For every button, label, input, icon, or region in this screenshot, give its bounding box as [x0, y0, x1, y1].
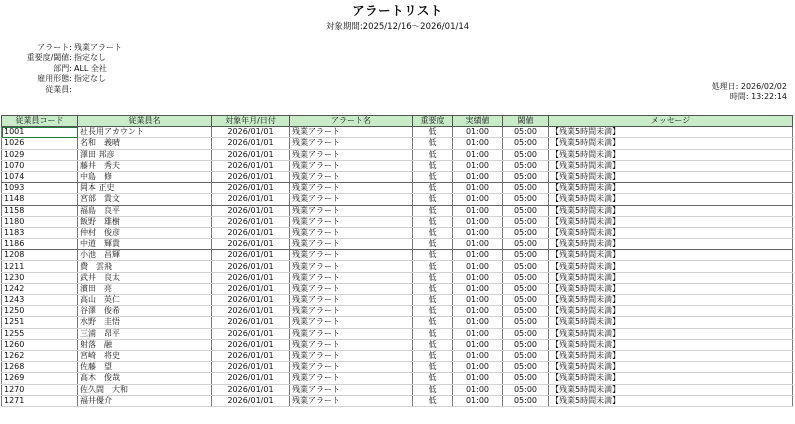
employee-code-cell[interactable]: 1251 [2, 317, 78, 328]
importance-cell[interactable]: 低 [413, 171, 453, 182]
alert-name-cell[interactable]: 残業アラート [290, 362, 413, 373]
employee-name-cell[interactable]: 小池 昌輝 [78, 250, 212, 261]
table-row[interactable] [2, 171, 793, 182]
actual-value-cell[interactable]: 01:00 [453, 239, 503, 250]
importance-cell[interactable]: 低 [413, 306, 453, 317]
employee-name-cell[interactable]: 福島 良平 [78, 205, 212, 216]
target-date-cell[interactable]: 2026/01/01 [212, 250, 290, 261]
filter-row-department [0, 64, 122, 74]
target-date-cell[interactable]: 2026/01/01 [212, 395, 290, 406]
employee-name-cell[interactable]: 三浦 昂平 [78, 328, 212, 339]
importance-cell[interactable]: 低 [413, 384, 453, 395]
employee-name-cell[interactable]: 射落 融 [78, 339, 212, 350]
employee-name-cell[interactable]: 佐藤 望 [78, 362, 212, 373]
importance-cell[interactable]: 低 [413, 261, 453, 272]
target-date-cell[interactable]: 2026/01/01 [212, 171, 290, 182]
alert-name-cell[interactable]: 残業アラート [290, 239, 413, 250]
target-date-cell[interactable]: 2026/01/01 [212, 227, 290, 238]
message-cell[interactable]: 【残業5時間未満】 [549, 183, 793, 194]
threshold-cell[interactable]: 05:00 [503, 138, 549, 149]
table-row[interactable] [2, 239, 793, 250]
column-header-threshold[interactable]: 閾値 [503, 116, 549, 127]
importance-cell[interactable]: 低 [413, 339, 453, 350]
employee-name-cell[interactable]: 社長用アカウント [78, 127, 212, 138]
importance-cell[interactable]: 低 [413, 395, 453, 406]
threshold-cell[interactable]: 05:00 [503, 149, 549, 160]
alert-name-cell[interactable]: 残業アラート [290, 283, 413, 294]
filter-row-employee [0, 85, 122, 95]
alert-name-cell[interactable]: 残業アラート [290, 384, 413, 395]
message-cell[interactable]: 【残業5時間未満】 [549, 395, 793, 406]
actual-value-cell[interactable]: 01:00 [453, 160, 503, 171]
actual-value-cell[interactable]: 01:00 [453, 138, 503, 149]
employee-name-cell[interactable]: 中道 輝貴 [78, 239, 212, 250]
target-date-cell[interactable]: 2026/01/01 [212, 317, 290, 328]
threshold-cell[interactable]: 05:00 [503, 339, 549, 350]
employee-name-cell[interactable]: 岡本 正史 [78, 183, 212, 194]
alert-name-cell[interactable]: 残業アラート [290, 373, 413, 384]
actual-value-cell[interactable]: 01:00 [453, 350, 503, 361]
employee-code-cell[interactable]: 1026 [2, 138, 78, 149]
message-cell[interactable]: 【残業5時間未満】 [549, 239, 793, 250]
employee-name-cell[interactable]: 谷澤 俊希 [78, 306, 212, 317]
actual-value-cell[interactable]: 01:00 [453, 216, 503, 227]
employee-code-cell[interactable]: 1242 [2, 283, 78, 294]
employee-code-cell[interactable]: 1208 [2, 250, 78, 261]
table-row[interactable] [2, 339, 793, 350]
importance-cell[interactable]: 低 [413, 328, 453, 339]
threshold-cell[interactable]: 05:00 [503, 317, 549, 328]
target-date-cell[interactable]: 2026/01/01 [212, 149, 290, 160]
actual-value-cell[interactable]: 01:00 [453, 183, 503, 194]
target-date-cell[interactable]: 2026/01/01 [212, 138, 290, 149]
employee-code-cell[interactable]: 1230 [2, 272, 78, 283]
filter-value: 指定なし [74, 74, 106, 84]
actual-value-cell[interactable]: 01:00 [453, 339, 503, 350]
alert-name-cell[interactable]: 残業アラート [290, 160, 413, 171]
employee-code-cell[interactable]: 1074 [2, 171, 78, 182]
filter-summary [0, 43, 122, 95]
actual-value-cell[interactable]: 01:00 [453, 194, 503, 205]
message-cell[interactable]: 【残業5時間未満】 [549, 306, 793, 317]
employee-code-cell[interactable]: 1158 [2, 205, 78, 216]
alert-name-cell[interactable]: 残業アラート [290, 194, 413, 205]
threshold-cell[interactable]: 05:00 [503, 295, 549, 306]
importance-cell[interactable]: 低 [413, 149, 453, 160]
employee-code-cell[interactable]: 1262 [2, 350, 78, 361]
actual-value-cell[interactable]: 01:00 [453, 295, 503, 306]
column-header-employee-name[interactable]: 従業員名 [78, 116, 212, 127]
target-date-cell[interactable]: 2026/01/01 [212, 160, 290, 171]
employee-code-cell[interactable]: 1268 [2, 362, 78, 373]
importance-cell[interactable]: 低 [413, 373, 453, 384]
alert-table [1, 115, 793, 407]
actual-value-cell[interactable]: 01:00 [453, 272, 503, 283]
processing-time: 時間: 13:22:14 [729, 92, 787, 102]
alert-name-cell[interactable]: 残業アラート [290, 350, 413, 361]
column-header-actual-value[interactable]: 実績値 [453, 116, 503, 127]
importance-cell[interactable]: 低 [413, 205, 453, 216]
table-row[interactable] [2, 317, 793, 328]
employee-name-cell[interactable]: 費 雲飛 [78, 261, 212, 272]
table-row[interactable] [2, 149, 793, 160]
processing-info [712, 82, 787, 103]
message-cell[interactable]: 【残業5時間未満】 [549, 362, 793, 373]
message-cell[interactable]: 【残業5時間未満】 [549, 160, 793, 171]
importance-cell[interactable]: 低 [413, 194, 453, 205]
employee-name-cell[interactable]: 宮部 貴文 [78, 194, 212, 205]
alert-name-cell[interactable]: 残業アラート [290, 149, 413, 160]
employee-name-cell[interactable]: 水野 圭悟 [78, 317, 212, 328]
importance-cell[interactable]: 低 [413, 250, 453, 261]
filter-value: 指定なし [74, 53, 106, 63]
importance-cell[interactable]: 低 [413, 317, 453, 328]
target-date-cell[interactable]: 2026/01/01 [212, 183, 290, 194]
table-row[interactable] [2, 283, 793, 294]
table-row[interactable] [2, 373, 793, 384]
alert-name-cell[interactable]: 残業アラート [290, 306, 413, 317]
alert-name-cell[interactable]: 残業アラート [290, 216, 413, 227]
target-date-cell[interactable]: 2026/01/01 [212, 306, 290, 317]
message-cell[interactable]: 【残業5時間未満】 [549, 384, 793, 395]
actual-value-cell[interactable]: 01:00 [453, 171, 503, 182]
actual-value-cell[interactable]: 01:00 [453, 362, 503, 373]
employee-name-cell[interactable]: 中島 修 [78, 171, 212, 182]
importance-cell[interactable]: 低 [413, 127, 453, 138]
threshold-cell[interactable]: 05:00 [503, 373, 549, 384]
target-date-cell[interactable]: 2026/01/01 [212, 239, 290, 250]
table-row[interactable] [2, 183, 793, 194]
employee-name-cell[interactable]: 飯野 雄樹 [78, 216, 212, 227]
importance-cell[interactable]: 低 [413, 350, 453, 361]
table-row[interactable] [2, 205, 793, 216]
target-date-cell[interactable]: 2026/01/01 [212, 339, 290, 350]
alert-name-cell[interactable]: 残業アラート [290, 328, 413, 339]
message-cell[interactable]: 【残業5時間未満】 [549, 350, 793, 361]
alert-name-cell[interactable]: 残業アラート [290, 261, 413, 272]
employee-code-cell[interactable]: 1148 [2, 194, 78, 205]
importance-cell[interactable]: 低 [413, 160, 453, 171]
column-header-employee-code[interactable]: 従業員コード [2, 116, 78, 127]
importance-cell[interactable]: 低 [413, 138, 453, 149]
filter-value [72, 85, 74, 95]
threshold-cell[interactable]: 05:00 [503, 160, 549, 171]
employee-code-cell[interactable]: 1186 [2, 239, 78, 250]
employee-name-cell[interactable]: 宮崎 将史 [78, 350, 212, 361]
filter-label: アラート: [37, 43, 72, 52]
message-cell[interactable]: 【残業5時間未満】 [549, 328, 793, 339]
message-cell[interactable]: 【残業5時間未満】 [549, 171, 793, 182]
employee-name-cell[interactable]: 高山 英仁 [78, 295, 212, 306]
importance-cell[interactable]: 低 [413, 362, 453, 373]
table-row[interactable] [2, 395, 793, 406]
importance-cell[interactable]: 低 [413, 295, 453, 306]
message-cell[interactable]: 【残業5時間未満】 [549, 317, 793, 328]
employee-code-cell[interactable]: 1180 [2, 216, 78, 227]
employee-name-cell[interactable]: 福井優介 [78, 395, 212, 406]
employee-name-cell[interactable]: 佐久間 大和 [78, 384, 212, 395]
report-title: アラートリスト [352, 3, 443, 18]
filter-label: 部門: [53, 63, 72, 73]
column-header-alert-name[interactable]: アラート名 [290, 116, 413, 127]
target-date-cell[interactable]: 2026/01/01 [212, 205, 290, 216]
message-cell[interactable]: 【残業5時間未満】 [549, 272, 793, 283]
threshold-cell[interactable]: 05:00 [503, 306, 549, 317]
table-row[interactable] [2, 216, 793, 227]
message-cell[interactable]: 【残業5時間未満】 [549, 205, 793, 216]
threshold-cell[interactable]: 05:00 [503, 171, 549, 182]
target-date-cell[interactable]: 2026/01/01 [212, 328, 290, 339]
actual-value-cell[interactable]: 01:00 [453, 384, 503, 395]
employee-name-cell[interactable]: 澤田 邦彦 [78, 149, 212, 160]
employee-code-cell[interactable]: 1271 [2, 395, 78, 406]
employee-code-cell[interactable]: 1250 [2, 306, 78, 317]
employee-code-cell[interactable]: 1093 [2, 183, 78, 194]
threshold-cell[interactable]: 05:00 [503, 272, 549, 283]
message-cell[interactable]: 【残業5時間未満】 [549, 227, 793, 238]
employee-name-cell[interactable]: 仲村 俊彦 [78, 227, 212, 238]
alert-name-cell[interactable]: 残業アラート [290, 295, 413, 306]
employee-code-cell[interactable]: 1269 [2, 373, 78, 384]
message-cell[interactable]: 【残業5時間未満】 [549, 149, 793, 160]
alert-name-cell[interactable]: 残業アラート [290, 171, 413, 182]
message-cell[interactable]: 【残業5時間未満】 [549, 194, 793, 205]
alert-table-body [2, 127, 793, 407]
threshold-cell[interactable]: 05:00 [503, 261, 549, 272]
threshold-cell[interactable]: 05:00 [503, 384, 549, 395]
alert-name-cell[interactable]: 残業アラート [290, 183, 413, 194]
threshold-cell[interactable]: 05:00 [503, 362, 549, 373]
filter-value: ALL 全社 [74, 63, 107, 73]
employee-code-cell[interactable]: 1243 [2, 295, 78, 306]
column-header-importance[interactable]: 重要度 [413, 116, 453, 127]
table-row[interactable] [2, 261, 793, 272]
actual-value-cell[interactable]: 01:00 [453, 127, 503, 138]
table-row[interactable] [2, 160, 793, 171]
target-date-cell[interactable]: 2026/01/01 [212, 384, 290, 395]
importance-cell[interactable]: 低 [413, 239, 453, 250]
target-date-cell[interactable]: 2026/01/01 [212, 373, 290, 384]
actual-value-cell[interactable]: 01:00 [453, 261, 503, 272]
alert-name-cell[interactable]: 残業アラート [290, 395, 413, 406]
filter-value: 残業アラート [74, 43, 122, 52]
target-date-cell[interactable]: 2026/01/01 [212, 283, 290, 294]
message-cell[interactable]: 【残業5時間未満】 [549, 339, 793, 350]
table-row[interactable] [2, 328, 793, 339]
threshold-cell[interactable]: 05:00 [503, 205, 549, 216]
filter-row-importance [0, 53, 122, 63]
actual-value-cell[interactable]: 01:00 [453, 328, 503, 339]
threshold-cell[interactable]: 05:00 [503, 227, 549, 238]
message-cell[interactable]: 【残業5時間未満】 [549, 250, 793, 261]
message-cell[interactable]: 【残業5時間未満】 [549, 216, 793, 227]
target-date-cell[interactable]: 2026/01/01 [212, 194, 290, 205]
actual-value-cell[interactable]: 01:00 [453, 395, 503, 406]
table-row[interactable] [2, 227, 793, 238]
filter-row-alert [0, 43, 122, 53]
threshold-cell[interactable]: 05:00 [503, 127, 549, 138]
table-row[interactable] [2, 350, 793, 361]
table-row[interactable] [2, 127, 793, 138]
alert-name-cell[interactable]: 残業アラート [290, 138, 413, 149]
threshold-cell[interactable]: 05:00 [503, 395, 549, 406]
employee-code-cell[interactable]: 1255 [2, 328, 78, 339]
message-cell[interactable]: 【残業5時間未満】 [549, 283, 793, 294]
table-row[interactable] [2, 138, 793, 149]
message-cell[interactable]: 【残業5時間未満】 [549, 295, 793, 306]
table-row[interactable] [2, 272, 793, 283]
table-header-row [2, 116, 793, 127]
employee-name-cell[interactable]: 藤井 秀夫 [78, 160, 212, 171]
actual-value-cell[interactable]: 01:00 [453, 227, 503, 238]
actual-value-cell[interactable]: 01:00 [453, 149, 503, 160]
target-date-cell[interactable]: 2026/01/01 [212, 272, 290, 283]
alert-name-cell[interactable]: 残業アラート [290, 317, 413, 328]
column-header-target-date[interactable]: 対象年月/日付 [212, 116, 290, 127]
target-date-cell[interactable]: 2026/01/01 [212, 295, 290, 306]
threshold-cell[interactable]: 05:00 [503, 216, 549, 227]
importance-cell[interactable]: 低 [413, 216, 453, 227]
target-date-cell[interactable]: 2026/01/01 [212, 127, 290, 138]
importance-cell[interactable]: 低 [413, 227, 453, 238]
table-row[interactable] [2, 295, 793, 306]
target-date-cell[interactable]: 2026/01/01 [212, 261, 290, 272]
threshold-cell[interactable]: 05:00 [503, 239, 549, 250]
threshold-cell[interactable]: 05:00 [503, 250, 549, 261]
actual-value-cell[interactable]: 01:00 [453, 317, 503, 328]
report-period: 対象期間:2025/12/16〜2026/01/14 [325, 22, 470, 32]
filter-label: 従業員: [45, 84, 72, 94]
importance-cell[interactable]: 低 [413, 183, 453, 194]
actual-value-cell[interactable]: 01:00 [453, 306, 503, 317]
threshold-cell[interactable]: 05:00 [503, 283, 549, 294]
actual-value-cell[interactable]: 01:00 [453, 283, 503, 294]
message-cell[interactable]: 【残業5時間未満】 [549, 138, 793, 149]
actual-value-cell[interactable]: 01:00 [453, 373, 503, 384]
employee-code-cell[interactable]: 1070 [2, 160, 78, 171]
table-row[interactable] [2, 362, 793, 373]
employee-name-cell[interactable]: 名和 義晴 [78, 138, 212, 149]
filter-row-employment-type [0, 74, 122, 84]
alert-name-cell[interactable]: 残業アラート [290, 272, 413, 283]
filter-label: 重要度/閾値: [26, 53, 72, 63]
threshold-cell[interactable]: 05:00 [503, 183, 549, 194]
importance-cell[interactable]: 低 [413, 272, 453, 283]
employee-name-cell[interactable]: 濱田 亮 [78, 283, 212, 294]
importance-cell[interactable]: 低 [413, 283, 453, 294]
target-date-cell[interactable]: 2026/01/01 [212, 216, 290, 227]
message-cell[interactable]: 【残業5時間未満】 [549, 127, 793, 138]
table-row[interactable] [2, 384, 793, 395]
table-row[interactable] [2, 194, 793, 205]
employee-name-cell[interactable]: 高木 俊哉 [78, 373, 212, 384]
alert-name-cell[interactable]: 残業アラート [290, 227, 413, 238]
processing-date: 処理日: 2026/02/02 [711, 82, 787, 91]
employee-name-cell[interactable]: 武井 良太 [78, 272, 212, 283]
table-row[interactable] [2, 250, 793, 261]
employee-code-cell[interactable]: 1260 [2, 339, 78, 350]
target-date-cell[interactable]: 2026/01/01 [212, 350, 290, 361]
employee-code-cell[interactable]: 1001 [2, 127, 78, 138]
alert-name-cell[interactable]: 残業アラート [290, 127, 413, 138]
table-row[interactable] [2, 306, 793, 317]
alert-name-cell[interactable]: 残業アラート [290, 339, 413, 350]
actual-value-cell[interactable]: 01:00 [453, 205, 503, 216]
employee-code-cell[interactable]: 1029 [2, 149, 78, 160]
threshold-cell[interactable]: 05:00 [503, 328, 549, 339]
actual-value-cell[interactable]: 01:00 [453, 250, 503, 261]
alert-name-cell[interactable]: 残業アラート [290, 250, 413, 261]
target-date-cell[interactable]: 2026/01/01 [212, 362, 290, 373]
filter-label: 雇用形態: [37, 74, 72, 84]
message-cell[interactable]: 【残業5時間未満】 [549, 373, 793, 384]
column-header-message[interactable]: メッセージ [549, 116, 793, 127]
employee-code-cell[interactable]: 1183 [2, 227, 78, 238]
threshold-cell[interactable]: 05:00 [503, 350, 549, 361]
employee-code-cell[interactable]: 1270 [2, 384, 78, 395]
threshold-cell[interactable]: 05:00 [503, 194, 549, 205]
alert-name-cell[interactable]: 残業アラート [290, 205, 413, 216]
employee-code-cell[interactable]: 1211 [2, 261, 78, 272]
message-cell[interactable]: 【残業5時間未満】 [549, 261, 793, 272]
